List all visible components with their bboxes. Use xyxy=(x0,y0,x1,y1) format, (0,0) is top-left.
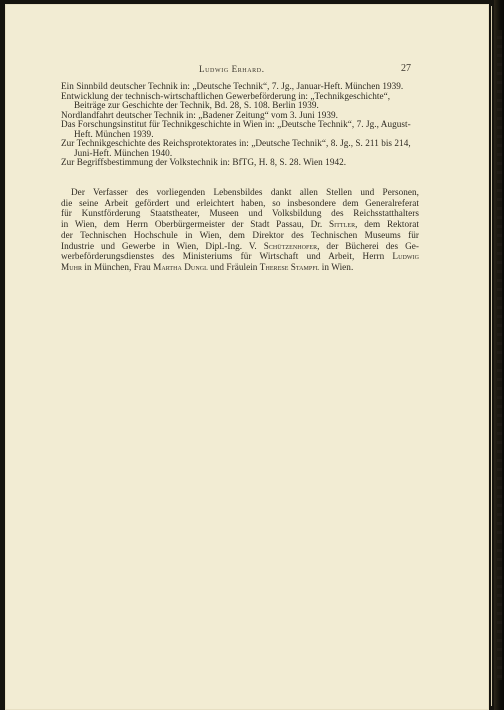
line-text: , dem Rektorat xyxy=(355,219,419,230)
bibliography-entry: Zur Begriffsbestimmung der Volkstechnik in: BfTG, H. 8, S. 28. Wien 1942. xyxy=(61,157,347,167)
paragraph-line xyxy=(61,241,419,252)
paragraph-line: der Technischen Hochschule in Wien, dem Direktor des Technischen Museums für xyxy=(61,229,419,240)
running-head-title: Ludwig Erhard. xyxy=(199,64,265,74)
line-text: in München, Frau xyxy=(82,261,154,272)
person-name: Ludwig xyxy=(392,251,419,262)
running-head xyxy=(5,62,489,76)
bibliography-entry: Das Forschungsinstitut für Technikgeschichte in Wien in: „Deutsche Technik“, 7. Jg., August-Heft. München 1939. xyxy=(61,119,411,139)
line-text: werbeförderungsdienstes des Ministeriums für Wirtschaft und Arbeit, Herrn xyxy=(61,251,393,262)
bibliography-list xyxy=(61,82,419,168)
bibliography-entry: Entwicklung der technisch-wirtschaftlichen Gewerbeförderung in: „Technikgeschichte“, Beiträge zur Geschichte der Technik, Bd. 28, S. 108. Berlin 1939. xyxy=(61,90,391,110)
binding-texture xyxy=(497,30,502,680)
paragraph-line xyxy=(61,262,419,273)
person-name: Sittler xyxy=(329,219,356,230)
paragraph-line xyxy=(61,219,419,230)
page-number: 27 xyxy=(401,63,411,74)
book-binding xyxy=(494,0,504,710)
paragraph-line: für Kunstförderung Staatstheater, Museen und Volksbildung des Reichsstatthalters xyxy=(61,208,419,219)
line-text: in Wien. xyxy=(319,261,354,272)
line-text: und Fräulein xyxy=(207,261,260,272)
bibliography-entry: Zur Technikgeschichte des Reichsprotektorates in: „Deutsche Technik“, 8. Jg., S. 211 bis 214, Juni-Heft. München 1940. xyxy=(61,138,411,158)
bibliography-entry: Nordlandfahrt deutscher Technik in: „Badener Zeitung“ vom 3. Juni 1939. xyxy=(61,109,339,120)
person-name: Muhr xyxy=(61,261,83,272)
page-edge-line xyxy=(491,6,492,706)
person-name: Martha Dungl xyxy=(153,261,208,272)
paragraph-line: die seine Arbeit gefördert und erleichtert haben, so insbesondere dem Generalreferat xyxy=(61,197,419,208)
acknowledgement-paragraph xyxy=(61,187,419,273)
person-name: Therese Stampfl xyxy=(259,261,320,272)
paragraph-line: Der Verfasser des vorliegenden Lebensbildes dankt allen Stellen und Personen, xyxy=(71,187,419,197)
line-text: , der Bücherei des Ge- xyxy=(317,240,420,251)
bibliography-entry: Ein Sinnbild deutscher Technik in: „Deutsche Technik“, 7. Jg., Januar-Heft. München 1939. xyxy=(61,81,404,91)
line-text: in Wien, dem Herrn Oberbürgermeister der Stadt Passau, Dr. xyxy=(61,219,329,230)
book-page xyxy=(5,4,489,710)
person-name: Schützenhofer xyxy=(263,240,318,251)
line-text: Industrie und Gewerbe in Wien, Dipl.-Ing. V. xyxy=(61,240,264,251)
paragraph-line xyxy=(61,251,419,262)
